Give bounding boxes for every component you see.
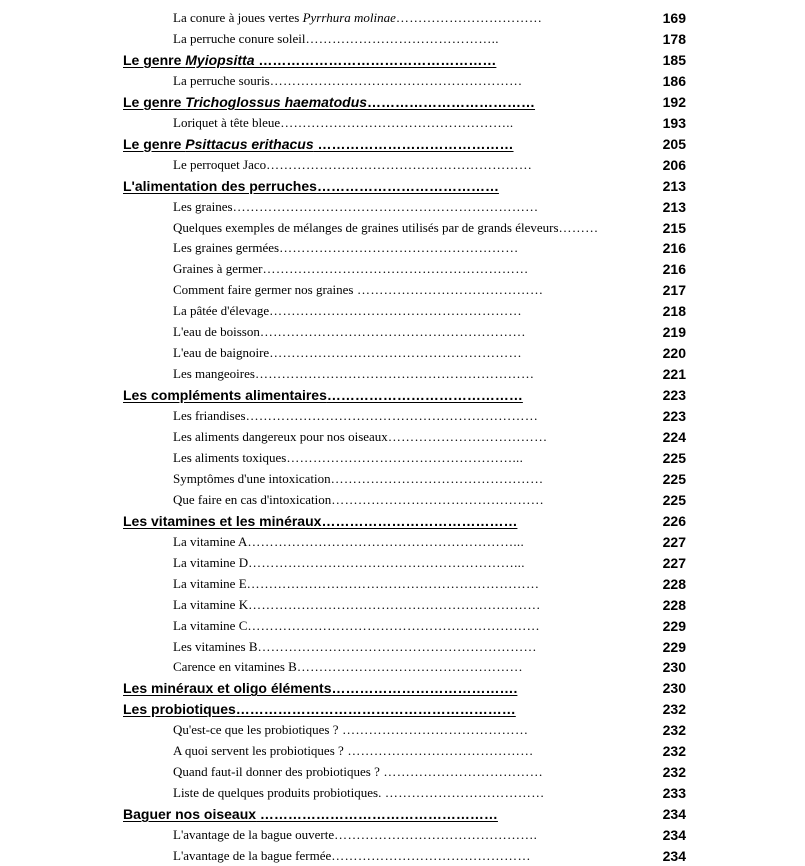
toc-leader-dots: ………………………………………: [331, 848, 531, 863]
toc-entry-title: [173, 324, 526, 340]
toc-page-number: 234: [662, 848, 686, 864]
toc-leader-dots: ……………………………………………………...: [247, 533, 525, 549]
toc-entry: [0, 761, 805, 782]
toc-section-heading: [0, 384, 805, 405]
toc-entry-title: [173, 743, 534, 759]
toc-leader-dots: ……………………………………………………: [266, 156, 533, 172]
toc-entry-label: Les aliments dangereux pour nos oiseaux: [173, 429, 388, 444]
toc-section-heading: [0, 677, 805, 698]
toc-leader-dots: ……………………………………: [338, 722, 529, 738]
toc-entry-title: [123, 178, 499, 194]
toc-entry-label: A quoi servent les probiotiques ?: [173, 743, 344, 759]
toc-section-heading: [0, 49, 805, 70]
toc-entry: [0, 321, 805, 342]
toc-leader-dots: ……………………………………………………: [259, 324, 526, 340]
toc-entry-title: [123, 680, 517, 696]
toc-entry-title: [123, 136, 514, 152]
toc-leader-dots: …………………………………………………………: [245, 408, 539, 424]
toc-page-number: 205: [662, 135, 686, 152]
toc-entry-title: [173, 261, 529, 277]
toc-entry-title: [173, 555, 525, 571]
toc-page-number: 216: [662, 261, 686, 278]
toc-leader-dots: ……………………………………………: [296, 659, 523, 675]
toc-entry: [0, 552, 805, 573]
toc-page-number: 223: [662, 387, 686, 404]
toc-page-number: 229: [662, 617, 686, 634]
toc-entry-title: [173, 240, 519, 256]
toc-entry: [0, 279, 805, 300]
toc-entry: [0, 405, 805, 426]
toc-entry: [0, 824, 805, 845]
toc-entry-title: [173, 492, 544, 508]
toc-leader-dots: ……………………………………..: [305, 30, 499, 46]
toc-leader-dots: …………………………………………: [331, 491, 545, 507]
toc-leader-dots: …………………………………………………: [269, 303, 522, 319]
toc-entry-title: [173, 366, 534, 382]
toc-entry-label: Les graines: [173, 198, 233, 214]
toc-entry-label: Quelques exemples de mélanges de graines utilisés par de grands éleveurs: [173, 219, 559, 235]
toc-entry-title: [173, 345, 522, 361]
toc-entry-title: [173, 576, 539, 592]
toc-entry: [0, 342, 805, 363]
toc-entry-label: Graines à germer: [173, 261, 263, 277]
toc-entry-title: [173, 659, 523, 675]
toc-entry-title: [173, 115, 513, 131]
toc-entry: [0, 426, 805, 447]
toc-page-number: 232: [662, 764, 686, 781]
toc-entry-label: Symptômes d'une intoxication: [173, 470, 331, 486]
toc-section-heading: [0, 175, 805, 196]
toc-entry-label: La conure à joues vertes: [173, 10, 300, 25]
toc-leader-dots: ………: [558, 219, 599, 235]
toc-entry: [0, 489, 805, 510]
toc-leader-dots: ……………………………………………………: [235, 701, 516, 718]
toc-entry-label: Les friandises: [173, 408, 246, 424]
toc-entry-label: Le perroquet Jaco: [173, 156, 267, 172]
toc-leader-dots: ………………………………………………………: [257, 638, 537, 654]
toc-entry-label: La perruche conure soleil: [173, 30, 306, 46]
toc-leader-dots: …………………………………………………………: [247, 617, 540, 633]
toc-entry: [0, 782, 805, 803]
toc-leader-dots: ……………………………………………………: [262, 261, 529, 277]
toc-entry-title: [173, 73, 522, 89]
toc-leader-dots: ……………………………………: [321, 512, 518, 529]
toc-leader-dots: ……………………………………………: [254, 51, 497, 68]
toc-page-number: 225: [662, 470, 686, 487]
toc-page-number: 224: [662, 429, 686, 445]
toc-entry-label: Le genre: [123, 93, 186, 110]
toc-entry-title: [173, 31, 499, 47]
toc-page-number: 223: [662, 408, 686, 425]
toc-entry-label: La vitamine C: [173, 617, 248, 633]
toc-page-number: 228: [662, 596, 686, 613]
toc-entry-label: Comment faire germer nos graines: [173, 282, 354, 298]
toc-page-number: 215: [662, 219, 686, 236]
toc-page-number: 220: [662, 345, 686, 362]
toc-entry-title: [173, 722, 528, 738]
toc-leader-dots: …………………………………………………: [269, 345, 522, 361]
toc-leader-dots: ………………………………: [381, 785, 545, 801]
toc-entry-title: [173, 785, 545, 801]
toc-leader-dots: …………………………………: [316, 177, 499, 194]
toc-entry: [0, 300, 805, 321]
toc-entry-label: Le genre: [123, 135, 186, 152]
toc-entry-title: [173, 639, 537, 655]
toc-entry-label: Les minéraux et oligo éléments: [123, 680, 332, 697]
toc-leader-dots: ………………………………….: [331, 680, 518, 697]
toc-entry-label: Le genre: [123, 51, 186, 68]
toc-entry-title: [123, 806, 498, 822]
toc-entry-label: Loriquet à tête bleue: [173, 114, 281, 130]
toc-entry: [0, 636, 805, 657]
toc-page-number: 227: [662, 533, 686, 550]
toc-entry-label: Que faire en cas d'intoxication: [173, 491, 332, 507]
toc-page-number: 217: [662, 282, 686, 299]
toc-entry: [0, 28, 805, 49]
toc-page-number: 230: [662, 680, 686, 697]
toc-leader-dots: …………………………………………………: [269, 72, 523, 88]
toc-entry-title: [123, 387, 523, 403]
toc-section-heading: [0, 803, 805, 824]
toc-entry-label: Liste de quelques produits probiotiques.: [173, 785, 382, 801]
toc-entry-italic: Pyrrhura molinae: [302, 10, 396, 25]
toc-entry: [0, 70, 805, 91]
toc-leader-dots: ……………………………………: [343, 743, 534, 759]
toc-entry-title: [173, 303, 522, 319]
toc-entry-title: [173, 10, 542, 26]
toc-entry-title: [173, 597, 541, 613]
toc-leader-dots: …………………………………………: [330, 470, 544, 486]
toc-entry-label: Les probiotiques: [123, 701, 236, 718]
toc-entry: [0, 573, 805, 594]
toc-entry: [0, 7, 805, 28]
toc-entry-title: [173, 618, 540, 634]
toc-entry-italic: Psittacus erithacus: [185, 135, 314, 152]
toc-page-number: 234: [662, 827, 686, 844]
toc-entry-title: [173, 220, 598, 236]
toc-entry-label: Baguer nos oiseaux: [123, 806, 257, 823]
toc-entry-label: Les graines germées: [173, 240, 280, 256]
toc-leader-dots: ……………………………………………..: [280, 114, 514, 130]
toc-page-number: 218: [662, 303, 686, 320]
toc-leader-dots: ……………………………: [395, 10, 543, 25]
toc-entry-title: [173, 827, 537, 843]
toc-leader-dots: ……………………………………………: [256, 806, 498, 823]
toc-section-heading: [0, 510, 805, 531]
toc-leader-dots: ……………………………………………...: [286, 449, 524, 465]
toc-entry-label: L'eau de baignoire: [173, 345, 270, 361]
toc-entry-label: La vitamine K: [173, 596, 249, 612]
toc-entry: [0, 740, 805, 761]
toc-entry-title: [123, 52, 496, 68]
toc-page-number: 225: [662, 449, 686, 466]
toc-entry-title: [173, 408, 538, 424]
toc-entry: [0, 217, 805, 238]
toc-entry-label: Qu'est-ce que les probiotiques ?: [173, 722, 339, 738]
toc-entry: [0, 447, 805, 468]
toc-entry: [0, 656, 805, 677]
toc-entry: [0, 154, 805, 175]
toc-page-number: 185: [662, 51, 686, 68]
toc-entry-label: L'eau de boisson: [173, 324, 260, 340]
toc-entry: [0, 258, 805, 279]
toc-entry-label: L'avantage de la bague ouverte: [173, 827, 335, 843]
toc-leader-dots: ……………………………………….: [334, 827, 538, 843]
toc-page-number: 186: [662, 72, 686, 89]
toc-page-number: 225: [662, 491, 686, 508]
toc-entry-title: [173, 199, 538, 215]
toc-section-heading: [0, 133, 805, 154]
toc-entry-label: Les compléments alimentaires: [123, 387, 327, 404]
toc-page-number: 206: [662, 156, 686, 173]
toc-page-number: 232: [662, 701, 686, 718]
toc-entry: [0, 363, 805, 384]
toc-entry-title: [123, 94, 535, 110]
toc-entry-title: [123, 513, 517, 529]
toc-entry-title: [173, 450, 523, 466]
toc-page-number: 216: [662, 240, 686, 257]
toc-leader-dots: ……………………………………………………………: [232, 198, 539, 214]
toc-leader-dots: ………………………………: [379, 764, 544, 780]
toc-page-number: 221: [662, 366, 686, 383]
toc-page-number: 227: [662, 554, 686, 571]
toc-page-number: 193: [662, 114, 686, 131]
toc-entry-label: Les mangeoires: [173, 366, 255, 382]
toc-leader-dots: ……………………………………: [313, 135, 514, 152]
toc-entry-label: Carence en vitamines B: [173, 659, 297, 675]
toc-page-number: 226: [662, 512, 686, 529]
toc-page-number: 232: [662, 722, 686, 739]
toc-entry-label: Les aliments toxiques: [173, 449, 287, 465]
toc-entry-label: L'alimentation des perruches: [123, 177, 317, 194]
toc-leader-dots: ………………………………………………: [279, 240, 519, 256]
toc-entry: [0, 845, 805, 866]
toc-entry-title: [173, 157, 532, 173]
toc-page-number: 230: [662, 659, 686, 676]
toc-entry-label: La perruche souris: [173, 72, 270, 88]
toc-page-number: 234: [662, 806, 686, 823]
toc-leader-dots: ………………………………: [387, 429, 548, 444]
toc-leader-dots: …………………………………………………………: [248, 596, 541, 612]
toc-page-number: 213: [662, 177, 686, 194]
toc-entry: [0, 719, 805, 740]
toc-entry-label: La vitamine A: [173, 533, 248, 549]
toc-leader-dots: ………………………………………………………: [254, 366, 535, 382]
toc-entry: [0, 237, 805, 258]
toc-page-number: 219: [662, 324, 686, 341]
toc-leader-dots: ……………………………………………………...: [248, 554, 525, 570]
toc-entry-title: [173, 282, 543, 298]
toc-entry-label: La pâtée d'élevage: [173, 303, 270, 319]
toc-entry-label: Quand faut-il donner des probiotiques ?: [173, 764, 380, 780]
toc-page-number: 169: [662, 10, 686, 26]
toc-leader-dots: ……………………………………: [353, 282, 544, 298]
toc-page-number: 178: [662, 30, 686, 47]
toc-entry-italic: Myiopsitta: [185, 51, 255, 68]
toc-entry: [0, 615, 805, 636]
toc-page-number: 232: [662, 743, 686, 760]
toc-page-number: 233: [662, 785, 686, 802]
toc-entry: [0, 531, 805, 552]
toc-entry-label: La vitamine D: [173, 554, 249, 570]
toc-section-heading: [0, 698, 805, 719]
toc-page-number: 192: [662, 93, 686, 110]
toc-entry-title: [173, 848, 531, 864]
toc-entry: [0, 196, 805, 217]
toc-section-heading: [0, 91, 805, 112]
toc-entry: [0, 594, 805, 615]
toc-entry: [0, 468, 805, 489]
toc-page-number: 229: [662, 638, 686, 655]
toc-entry-title: [123, 701, 516, 717]
toc-leader-dots: ………………………………: [367, 93, 536, 110]
toc-entry-label: L'avantage de la bague fermée: [173, 848, 332, 863]
toc-entry-title: [173, 534, 524, 550]
toc-entry-title: [173, 471, 543, 487]
toc-entry-italic: Trichoglossus haematodus: [185, 93, 368, 110]
toc-leader-dots: …………………………………………………………: [246, 575, 540, 591]
toc-entry-title: [173, 764, 543, 780]
toc-entry-title: [173, 429, 547, 445]
toc-entry-label: La vitamine E: [173, 575, 247, 591]
toc-leader-dots: ……………………………………: [326, 387, 523, 404]
toc-entry-label: Les vitamines B: [173, 638, 258, 654]
toc-entry: [0, 112, 805, 133]
toc-page-number: 228: [662, 575, 686, 592]
toc-page-number: 213: [662, 198, 686, 215]
toc-entry-label: Les vitamines et les minéraux: [123, 512, 322, 529]
